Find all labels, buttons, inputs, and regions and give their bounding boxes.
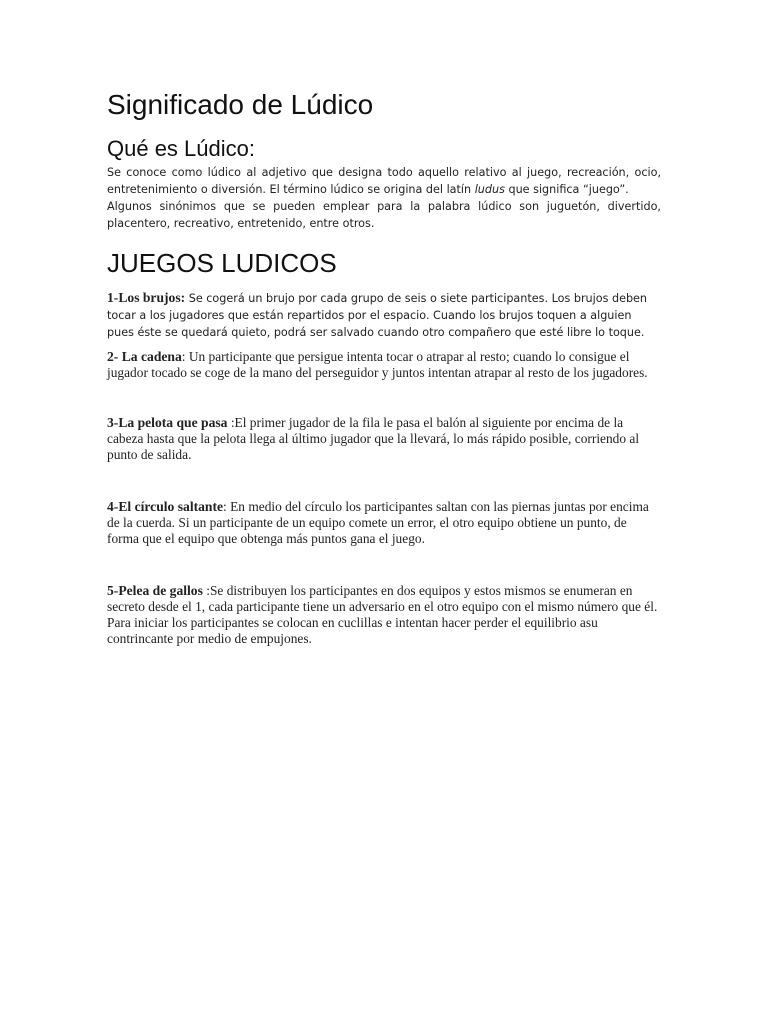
game-item-la-pelota-que-pasa bbox=[107, 415, 661, 463]
game-title: 1-Los brujos: bbox=[107, 290, 186, 306]
game-item-la-cadena bbox=[107, 349, 661, 381]
game-description: :El primer jugador de la fila le pasa el balón al siguiente por encima de la cabeza hasta que la pelota llega al último jugador que la llevará, lo más rápido posible, corriendo al punto de salida. bbox=[107, 415, 640, 463]
document-page bbox=[107, 88, 661, 647]
game-description: : Un participante que persigue intenta tocar o atrapar al resto; cuando lo consigue el jugador tocado se coge de la mano del perseguidor y juntos intentan atrapar al resto de los jugadores. bbox=[107, 349, 648, 381]
game-item-los-brujos bbox=[107, 289, 661, 341]
games-heading: JUEGOS LUDICOS bbox=[107, 247, 337, 278]
game-title: 3-La pelota que pasa bbox=[107, 415, 228, 431]
game-title: 2- La cadena bbox=[107, 349, 182, 365]
synonyms-paragraph: Algunos sinónimos que se pueden emplear para la palabra lúdico son juguetón, divertido, placentero, recreativo, entretenido, entre otros. bbox=[107, 199, 661, 230]
page-title: Significado de Lúdico bbox=[107, 89, 374, 120]
definition-text-a: Se conoce como lúdico al adjetivo que designa todo aquello relativo al juego, recreación, ocio, entretenimiento o diversión. El término lúdico se origina del latín bbox=[107, 165, 661, 196]
game-title: 5-Pelea de gallos bbox=[107, 583, 203, 599]
section-heading: Qué es Lúdico: bbox=[107, 135, 255, 161]
definition-latin-word: ludus bbox=[474, 182, 505, 196]
section-que-es-ludico bbox=[107, 136, 661, 232]
definition-paragraph bbox=[107, 164, 661, 198]
game-description: :Se distribuyen los participantes en dos equipos y estos mismos se enumeran en secreto desde el 1, cada participante tiene un adversario en el otro equipo con el mismo número que él. bbox=[107, 583, 658, 615]
game-item-pelea-de-gallos bbox=[107, 583, 661, 647]
game-description: Se cogerá un brujo por cada grupo de seis o siete participantes. Los brujos deben tocar a los jugadores que están repartidos por el espacio. Cuando los brujos toquen a alguien pues éste se quedará quieto, podrá ser salvado cuando otro compañero que esté libre lo toque. bbox=[107, 292, 648, 340]
game-description-continued: Para iniciar los participantes se colocan en cuclillas e intentan hacer perder el equilibrio asu contrincante por medio de empujones. bbox=[107, 615, 598, 647]
game-item-el-circulo-saltante bbox=[107, 499, 661, 547]
game-description: : En medio del círculo los participantes saltan con las piernas juntas por encima de la cuerda. Si un participante de un equipo comete un error, el otro equipo obtiene un punto, de forma que el equipo que obtenga más puntos gana el juego. bbox=[107, 499, 649, 547]
game-title: 4-El círculo saltante bbox=[107, 499, 224, 515]
definition-text-b: que significa “juego”. bbox=[504, 182, 629, 196]
